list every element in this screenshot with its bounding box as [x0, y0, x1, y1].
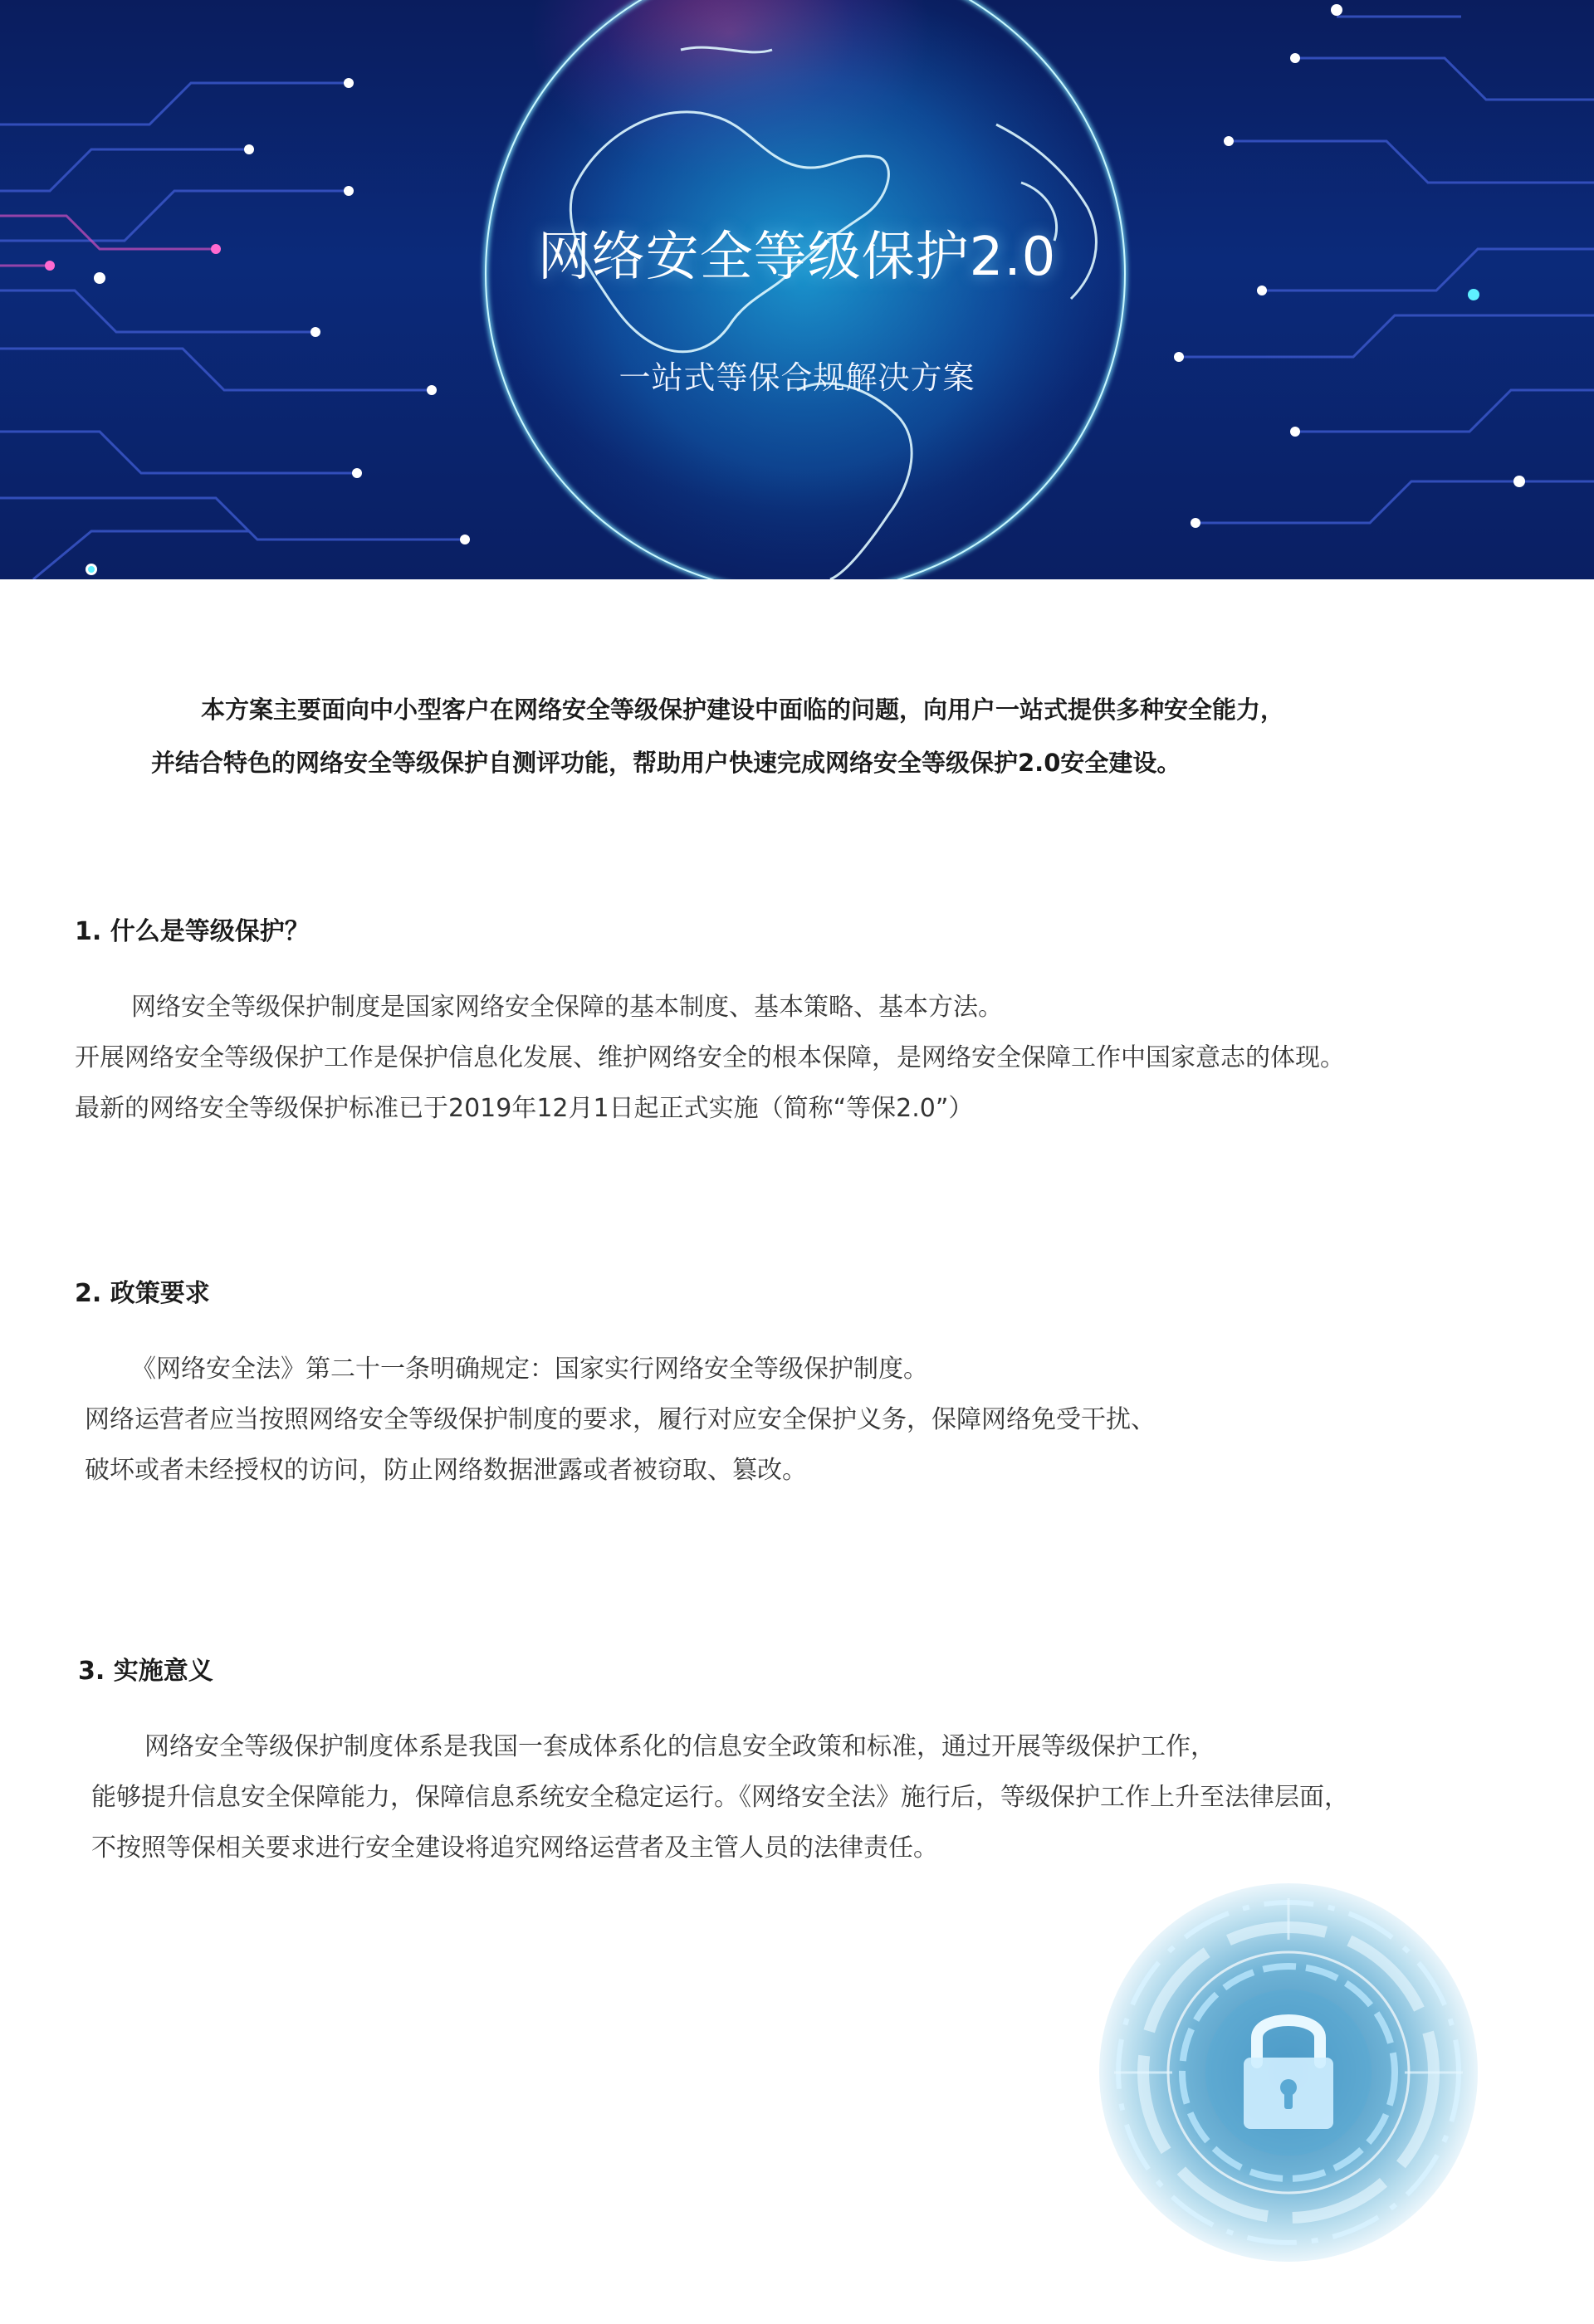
section-what-is-protection	[75, 911, 1345, 1134]
intro-line-2: 并结合特色的网络安全等级保护自测评功能，帮助用户快速完成网络安全等级保护2.0安全建设。	[151, 749, 1181, 777]
intro-line-1: 本方案主要面向中小型客户在网络安全等级保护建设中面临的问题，向用户一站式提供多种安全能力，	[201, 696, 1285, 724]
section-line: 最新的网络安全等级保护标准已于2019年12月1日起正式实施（简称“等保2.0”）	[75, 1094, 974, 1123]
section-line: 网络安全等级保护制度是国家网络安全保障的基本制度、基本策略、基本方法。	[131, 993, 1003, 1022]
section-body	[75, 982, 1345, 1134]
section-line: 破坏或者未经授权的访问，防止网络数据泄露或者被窃取、篡改。	[85, 1456, 807, 1485]
section-title: 1. 什么是等级保护？	[75, 917, 310, 946]
section-policy-requirements	[75, 1272, 1156, 1496]
padlock-icon	[1098, 1882, 1479, 2263]
section-title: 3. 实施意义	[78, 1657, 213, 1686]
security-lock-illustration	[1098, 1882, 1479, 2263]
section-body	[75, 1344, 1156, 1496]
section-body	[78, 1721, 1349, 1873]
hero-banner	[0, 0, 1594, 579]
section-line: 《网络安全法》第二十一条明确规定：国家实行网络安全等级保护制度。	[131, 1355, 928, 1384]
hero-subtitle: 一站式等保合规解决方案	[619, 359, 975, 396]
circuit-lines-left	[0, 83, 465, 579]
section-line: 能够提升信息安全保障能力，保障信息系统安全稳定运行。《网络安全法》施行后，等级保护工作上升至法律层面，	[91, 1783, 1349, 1812]
section-title: 2. 政策要求	[75, 1279, 210, 1308]
section-significance	[78, 1650, 1349, 1873]
section-line: 不按照等保相关要求进行安全建设将追究网络运营者及主管人员的法律责任。	[91, 1833, 938, 1863]
hero-title: 网络安全等级保护2.0	[537, 227, 1057, 288]
section-line: 网络安全等级保护制度体系是我国一套成体系化的信息安全政策和标准，通过开展等级保护工作，	[144, 1732, 1215, 1761]
section-line: 网络运营者应当按照网络安全等级保护制度的要求，履行对应安全保护义务，保障网络免受干扰、	[85, 1405, 1156, 1434]
intro-paragraph	[125, 683, 1469, 789]
section-line: 开展网络安全等级保护工作是保护信息化发展、维护网络安全的根本保障，是网络安全保障工作中国家意志的体现。	[75, 1043, 1345, 1072]
